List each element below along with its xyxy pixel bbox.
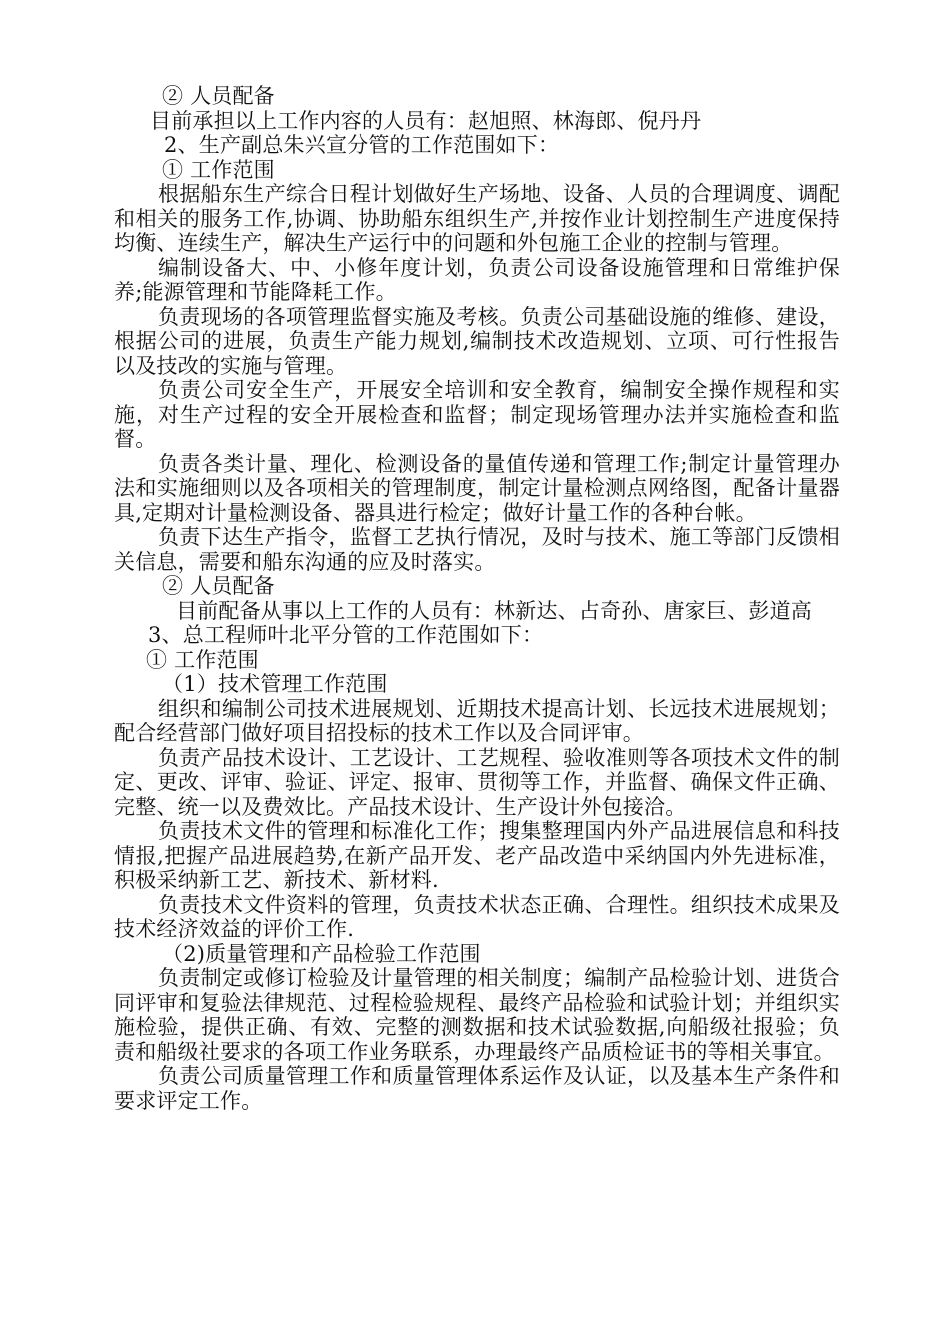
paragraph: 2、生产副总朱兴宣分管的工作范围如下： — [164, 133, 560, 157]
paragraph: 负责公司质量管理工作和质量管理体系运作及认证，以及基本生产条件和要求评定工作。 — [114, 1064, 840, 1113]
paragraph: ① 工作范围 — [162, 157, 275, 182]
paragraph: ① 工作范围 — [146, 647, 259, 672]
document-body — [114, 84, 840, 1113]
paragraph: 目前承担以上工作内容的人员有：赵旭照、林海郎、倪丹丹 — [150, 108, 702, 133]
paragraph: 负责技术文件的管理和标准化工作；搜集整理国内外产品进展信息和科技情报,把握产品进展趋势,在新产品开发、老产品改造中采纳国内外先进标准，积极采纳新工艺、新技术、新材料. — [114, 819, 840, 892]
paragraph: 根据船东生产综合日程计划做好生产场地、设备、人员的合理调度、调配和相关的服务工作,协调、协助船东组织生产,并按作业计划控制生产进度保持均衡、连续生产，解决生产运行中的问题和外包施工企业的控制与管理。 — [114, 182, 840, 255]
paragraph: 负责现场的各项管理监督实施及考核。负责公司基础设施的维修、建设，根据公司的进展，负责生产能力规划,编制技术改造规划、立项、可行性报告以及技改的实施与管理。 — [114, 304, 840, 378]
paragraph: 编制设备大、中、小修年度计划，负责公司设备设施管理和日常维护保养;能源管理和节能降耗工作。 — [114, 255, 840, 304]
paragraph: 3、总工程师叶北平分管的工作范围如下： — [148, 623, 544, 647]
paragraph: 负责公司安全生产，开展安全培训和安全教育，编制安全操作规程和实施，对生产过程的安全开展检查和监督；制定现场管理办法并实施检查和监督。 — [114, 378, 840, 451]
paragraph: 目前配备从事以上工作的人员有：林新达、占奇孙、唐家巨、彭道高 — [176, 598, 812, 623]
paragraph: （1）技术管理工作范围 — [162, 672, 388, 696]
paragraph: 负责下达生产指令，监督工艺执行情况，及时与技术、施工等部门反馈相关信息，需要和船东沟通的应及时落实。 — [114, 525, 840, 574]
paragraph: 负责产品技术设计、工艺设计、工艺规程、验收准则等各项技术文件的制定、更改、评审、验证、评定、报审、贯彻等工作，并监督、确保文件正确、完整、统一以及费效比。产品技术设计、生产设计外包接洽。 — [114, 745, 840, 819]
paragraph: ② 人员配备 — [162, 84, 275, 108]
paragraph: 负责各类计量、理化、检测设备的量值传递和管理工作;制定计量管理办法和实施细则以及各项相关的管理制度，制定计量检测点网络图，配备计量器具,定期对计量检测设备、器具进行检定；做好计量工作的各种台帐。 — [114, 451, 840, 525]
paragraph: （2)质量管理和产品检验工作范围 — [162, 941, 481, 966]
paragraph: 负责制定或修订检验及计量管理的相关制度；编制产品检验计划、进货合同评审和复验法律规范、过程检验规程、最终产品检验和试验计划；并组织实施检验，提供正确、有效、完整的测数据和技术试验数据,向船级社报验；负责和船级社要求的各项工作业务联系，办理最终产品质检证书的等相关事宜。 — [114, 966, 840, 1064]
paragraph: 组织和编制公司技术进展规划、近期技术提高计划、长远技术进展规划；配合经营部门做好项目招投标的技术工作以及合同评审。 — [114, 696, 840, 745]
paragraph: ② 人员配备 — [162, 574, 275, 598]
paragraph: 负责技术文件资料的管理，负责技术状态正确、合理性。组织技术成果及技术经济效益的评价工作. — [114, 892, 840, 941]
